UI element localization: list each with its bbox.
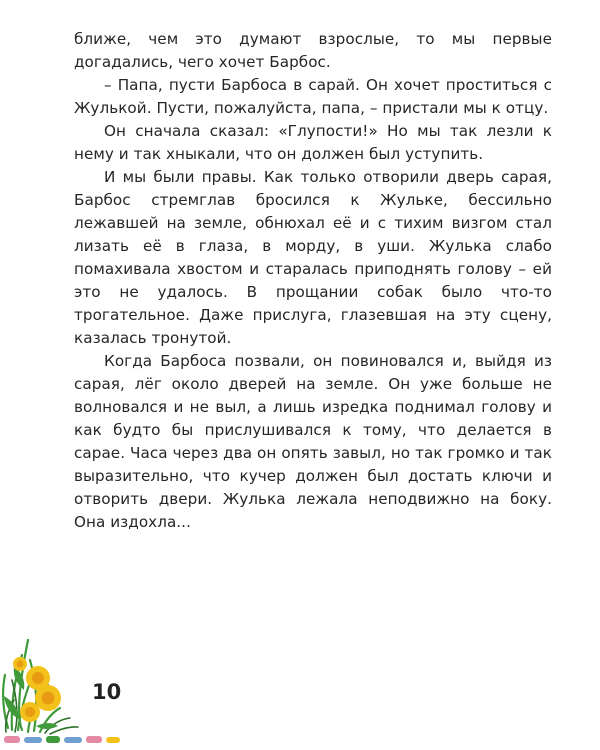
paragraph: И мы были правы. Как только отворили дверь сарая, Барбос стремглав бросился к Жульке, бессильно лежавшей на земле, обнюхал её и с тихим визгом стал лизать её в глаза, в морду, в уши. Жулька слабо помахивала хвостом и старалась приподнять голову – ей это не удалось. В прощании собак было что-то трогательное. Даже прислуга, глазевшая на эту сцену, казалась тронутой. [74, 168, 552, 347]
paragraph: Он сначала сказал: «Глупости!» Но мы так лезли к нему и так хныкали, что он должен был уступить. [74, 122, 552, 163]
paragraph: Когда Барбоса позвали, он повиновался и, выйдя из сарая, лёг около дверей на земле. Он уже больше не волновался и не выл, а лишь изредка поднимал голову и как будто бы прислушивался к тому, что делается в сарае. Часа через два он опять завыл, но так громко и так выразительно, что кучер должен был достать ключи и отворить двери. Жулька лежала неподвижно на боку. Она издохла... [74, 352, 552, 531]
flower-decoration [0, 600, 180, 750]
paragraph: – Папа, пусти Барбоса в сарай. Он хочет проститься с Жулькой. Пусти, пожалуйста, папа, – пристали мы к отцу. [74, 76, 552, 117]
paragraph: ближе, чем это думают взрослые, то мы первые догадались, чего хочет Барбос. [74, 30, 552, 71]
story-text [74, 28, 552, 534]
stones-icon [4, 736, 120, 743]
page-number: 10 [92, 680, 122, 704]
